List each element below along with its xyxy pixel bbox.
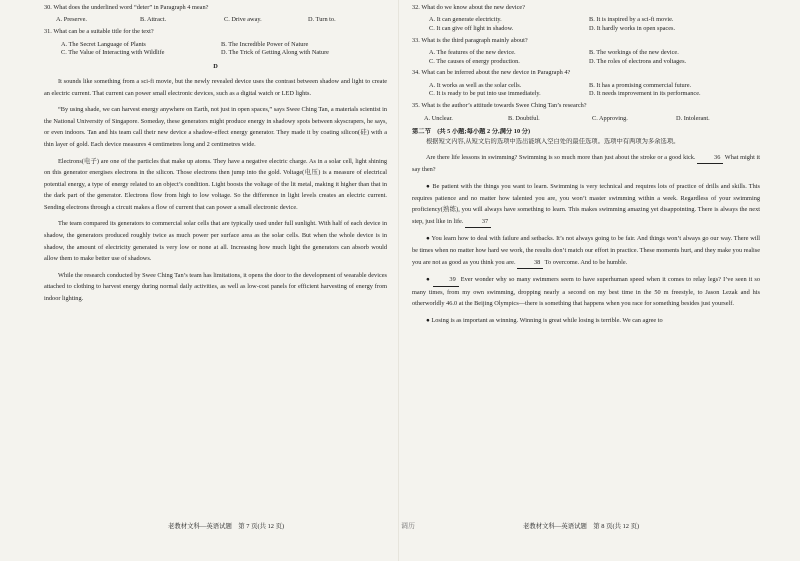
center-mark: 调历 [401,522,415,530]
text-line: time in the 50 m freestyle, to Jason Lezak and his otherworldly 46.0 at the Beijing Olympics—there is [412,288,760,308]
text-line: surface area as the solar cells. But when the whole device is in shadow, the amount of electricity [44,232,387,251]
text-line: To overcome. And to be humble. [544,258,628,266]
option: A. It can generate electricity. [429,16,502,24]
bullet-paragraph-4 [412,315,760,327]
question-31-stem: 31. What can be a suitable title for the text? [44,28,154,36]
option: B. Doubtful. [508,114,540,122]
passage-heading: D [213,62,218,70]
text-line: well as low-cost panels for efficient harvesting of energy from indoor lighting. [44,283,387,303]
text-line: levels creates an electric current. Sending electrons through a circuit makes a flow of current that can [44,192,387,211]
bullet-paragraph-3 [412,274,760,310]
text-line: ● Losing is as important as winning. Winning is great while losing is terrible. We can agree to [426,316,663,324]
text-line: that in the dark part of the generator. Electrons flow from high to low voltage. So the difference in light [44,180,387,200]
question-32-options [412,16,760,33]
passage-paragraph-2 [44,104,387,150]
option: B. It has a promising commercial future. [589,81,692,89]
bullet-paragraph-1 [412,181,760,228]
text-line: Electrons(电子) are one of the particles that make up atoms. They have a negative electric [58,157,288,165]
option: C. It can give off light in shadow. [429,24,514,32]
text-line: might produce energy in shadowy spots between skyscrapers, he says, or even indoors. Tan and his team [44,117,388,137]
text-line: kick. [683,153,696,161]
question-33-options [412,49,760,66]
question-30-options [44,16,387,24]
option: A. Unclear. [424,114,453,122]
text-line: While the research conducted by Swee Ching Tan’s team has limitations, it opens the door to the [58,271,302,279]
option: A. The Secret Language of Plants [61,40,146,48]
text-line: between shadow and light to create an electric current. That current can power small electronic devices, [44,77,388,97]
text-line: Are there life lessons in swimming? Swimming is so much more than just about the stroke or a good [426,153,682,161]
question-33-stem: 33. What is the third paragraph mainly about? [412,36,528,44]
section-title: 第二节 (共 5 小题;每小题 2 分,满分 10 分) [412,127,531,135]
text-line: such as a digital watch or LED lights. [216,89,312,97]
option: D. Intolerant. [676,114,710,122]
passage-paragraph-4 [44,218,387,264]
section-instruction: 根据短文内容,从短文后的选项中选出能填入空白处的最佳选项。选项中有两项为多余选项。 [426,138,680,146]
option: B. The Incredible Power of Nature [221,40,309,48]
text-line: generated is very low or none at all. Increasing how much light the generators can absorb would allow [44,243,387,263]
answer-blank[interactable]: 39 [433,274,459,287]
text-line: What might it say then? [412,153,761,174]
answer-blank[interactable]: 36 [697,152,723,165]
option: C. Drive away. [224,16,262,24]
option: C. Approving. [592,114,628,122]
question-35-stem: 35. What is the author’s attitude towards Swee Ching Tan’s research? [412,102,587,110]
text-line: electrons then jump into the gold. Voltage(电压) is a measure of electrical potential energy, a type of [44,169,387,188]
text-line: them to make better use of shadows. [59,255,152,263]
option: C. It is ready to be put into use immediately. [429,90,541,98]
text-line: charge. As in a solar cell, light shining on this generator energises electrons in the silicon. Those [44,157,388,177]
passage-paragraph-3 [44,156,387,214]
option: C. The Value of Interacting with Wildlife [61,49,165,57]
text-line: energy related to an object’s condition. Light boosts the voltage of the lit metal, making it higher than [111,180,370,188]
option: D. It hardly works in open spaces. [589,24,676,32]
option: B. The workings of the new device. [589,49,679,57]
text-line: The team compared its generators to commercial solar cells that are typically used under full [58,220,294,228]
option: A. Preserve. [56,16,87,24]
option: C. The causes of energy production. [429,57,520,65]
text-line: effort in practice. These moments hurt, and they make you realise you are not as good as you think you [412,246,761,266]
text-line: Ever wonder why so many swimmers seem to have superhuman speed when it comes to [460,276,692,284]
answer-blank[interactable]: 38 [517,257,543,270]
option: D. The Trick of Getting Along with Nature [221,49,329,57]
text-line: It sounds like something from a sci-fi movie, but the newly revealed device uses the contrast [58,77,296,85]
text-line: sunlight. With half of each device in shadow, the generators produced roughly twice as much power per [44,220,388,240]
question-32-stem: 32. What do we know about the new device? [412,4,526,11]
question-34-options [412,82,760,99]
passage-paragraph-5 [44,270,387,305]
question-31-options [44,41,387,58]
text-line: ● You learn how to deal with failure and setbacks. It’s not always going to be fair. And things won’t [426,235,682,243]
bullet-dot: ● [426,276,431,284]
option: B. Attract. [140,16,167,24]
left-column [44,4,387,305]
text-line: ● Be patient with the things you want to learn. Swimming is very technical and requires lots of [426,182,675,190]
right-column [412,4,760,327]
option: D. Turn to. [308,16,336,24]
option: A. The features of the new device. [429,49,516,57]
option: A. It works as well as the solar cells. [429,81,522,89]
page-gutter [398,0,399,561]
text-line: something to learn. This makes swimming amazing yet disappointing. There is always the next step, just [412,206,760,225]
page-footer-right: 老教材文科—英语试题 第 8 页(共 12 页) [523,523,640,530]
answer-blank[interactable]: 37 [465,216,491,229]
text-line: always go our way. There will be times when no matter how hard we work, the results don’t match our [412,235,761,254]
option: B. It is inspired by a sci-fi movie. [589,16,674,24]
option: D. The roles of electrons and voltages. [589,57,687,65]
text-line: call their new device a shadow-effect energy generator. They made it by coating silicon(硅) with a thin [44,129,387,148]
text-line: are. [506,258,516,266]
text-line: like in life. [435,217,464,225]
text-line: something that happens when you race for something besides just yourself. [544,300,734,308]
page-footer-left: 老教材文科—英语试题 第 7 页(共 12 页) [168,523,285,530]
question-34-stem: 34. What can be inferred about the new device in Paragraph 4? [412,69,571,77]
text-line: relay legs? I’ve seen it so many times, from my own swimming, dropping nearly a second on my best [412,276,761,296]
text-line: development of wearable devices attached to clothing to harvest energy during normal daily activities, as [44,271,387,291]
text-line: swimming within a week. Regardless of your swimming proficiency(熟练), you will always have [412,194,760,214]
question-35-options [412,115,760,123]
text-line: Ching Tan, a materials scientist in the National University of Singapore. Someday, these generators [44,106,387,125]
text-line: layer of gold. Each device measures 4 centimetres long and 2 centimetres wide. [55,140,256,148]
text-line: “By using shade, we can harvest energy anywhere on Earth, not just in open spaces,” says Swee [58,106,300,114]
bullet-paragraph-2 [412,233,760,269]
option: D. It needs improvement in its performance. [589,90,701,98]
text-line: practice of drills and skills. This requires patience and no matter how talented you are, you won’t master [412,182,761,202]
passage-paragraph-1 [44,76,387,99]
text-line: power a small electronic device. [216,203,298,211]
question-30-stem: 30. What does the underlined word “deter” in Paragraph 4 mean? [44,4,209,11]
intro-paragraph [412,152,760,176]
